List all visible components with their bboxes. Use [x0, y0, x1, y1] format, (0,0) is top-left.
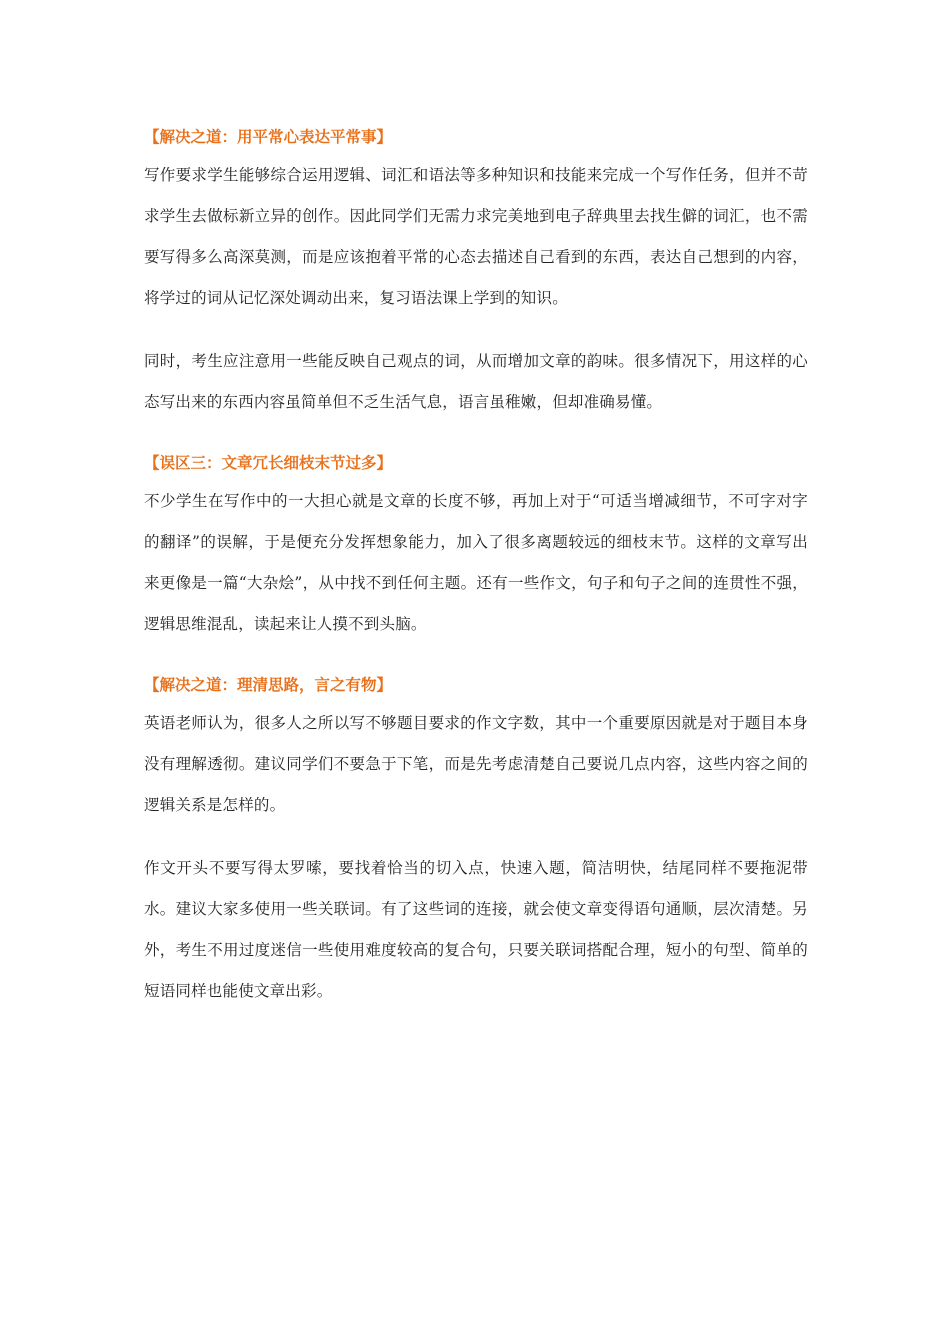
document-page [144, 123, 808, 1012]
paragraph-4: 英语老师认为，很多人之所以写不够题目要求的作文字数，其中一个重要原因就是对于题目本身没有理解透彻。建议同学们不要急于下笔，而是先考虑清楚自己要说几点内容，这些内容之间的逻辑关系是怎样的。 [144, 714, 808, 814]
section-heading-misconception-3: 【误区三：文章冗长细枝末节过多】 [144, 454, 393, 472]
paragraph-3: 不少学生在写作中的一大担心就是文章的长度不够，再加上对于“可适当增减细节，不可字对字的翻译”的误解，于是便充分发挥想象能力，加入了很多离题较远的细枝末节。这样的文章写出来更像是一篇“大杂烩”，从中找不到任何主题。还有一些作文，句子和句子之间的连贯性不强，逻辑思维混乱，读起来让人摸不到头脑。 [144, 492, 808, 633]
paragraph-1: 写作要求学生能够综合运用逻辑、词汇和语法等多种知识和技能来完成一个写作任务，但并不苛求学生去做标新立异的创作。因此同学们无需力求完美地到电子辞典里去找生僻的词汇，也不需要写得多么高深莫测，而是应该抱着平常的心态去描述自己看到的东西，表达自己想到的内容，将学过的词从记忆深处调动出来，复习语法课上学到的知识。 [144, 166, 808, 307]
paragraph-2: 同时，考生应注意用一些能反映自己观点的词，从而增加文章的韵味。很多情况下，用这样的心态写出来的东西内容虽简单但不乏生活气息，语言虽稚嫩，但却准确易懂。 [144, 352, 808, 411]
paragraph-5: 作文开头不要写得太罗嗦，要找着恰当的切入点，快速入题，简洁明快，结尾同样不要拖泥带水。建议大家多使用一些关联词。有了这些词的连接，就会使文章变得语句通顺，层次清楚。另外，考生不用过度迷信一些使用难度较高的复合句，只要关联词搭配合理，短小的句型、简单的短语同样也能使文章出彩。 [144, 859, 808, 1000]
section-heading-solution-2: 【解决之道：理清思路，言之有物】 [144, 676, 393, 694]
section-heading-solution-1: 【解决之道：用平常心表达平常事】 [144, 128, 393, 146]
